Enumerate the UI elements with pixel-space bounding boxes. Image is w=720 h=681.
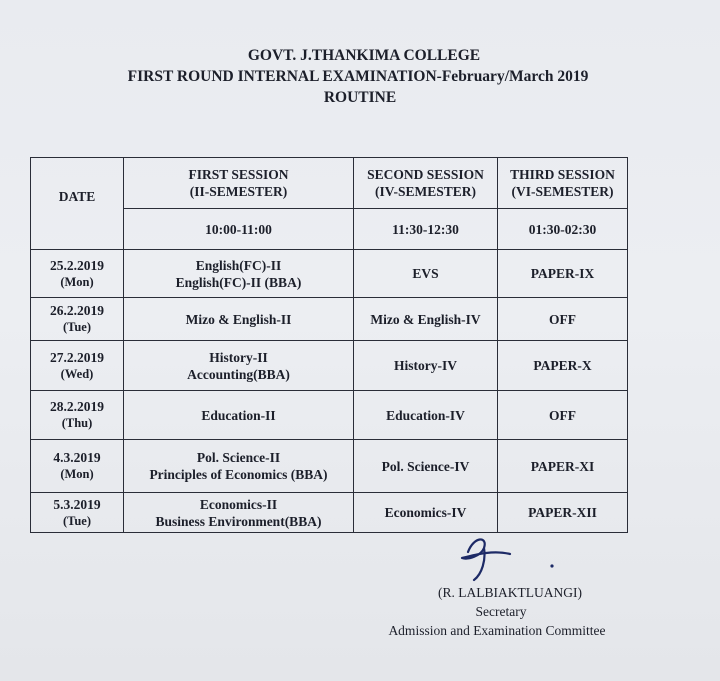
date: 5.3.2019 (53, 496, 101, 512)
first-session-header (124, 158, 354, 209)
day: (Tue) (62, 320, 91, 334)
first-session-time: 10:00-11:00 (124, 209, 354, 250)
first-session-cell (124, 250, 354, 298)
date-cell (31, 298, 124, 341)
second-session-time: 11:30-12:30 (354, 209, 498, 250)
date-cell (31, 341, 124, 391)
first-session-semester: (II-SEMESTER) (189, 184, 288, 200)
date-header: DATE (31, 158, 124, 250)
table-header-row (31, 158, 628, 209)
day: (Mon) (60, 467, 94, 481)
first-session-cell (124, 341, 354, 391)
second-session-cell: Education-IV (354, 391, 498, 440)
routine-title: ROUTINE (323, 89, 397, 106)
day: (Wed) (60, 366, 94, 381)
table-row (31, 250, 628, 298)
second-session-cell: History-IV (354, 341, 498, 391)
subject: Mizo & English-II (185, 311, 292, 327)
routine-table (30, 157, 628, 533)
subject: History-II (209, 349, 268, 365)
third-session-cell: PAPER-XII (498, 493, 628, 533)
third-session-cell: OFF (498, 391, 628, 440)
date-cell (31, 250, 124, 298)
subject: English(FC)-II (BBA) (175, 274, 302, 290)
subject: Principles of Economics (BBA) (149, 467, 328, 482)
second-session-cell: Economics-IV (354, 493, 498, 533)
college-name: GOVT. J.THANKIMA COLLEGE (247, 47, 481, 64)
third-session-cell: PAPER-IX (498, 250, 628, 298)
table-row (31, 391, 628, 440)
date-cell (31, 440, 124, 493)
exam-title: FIRST ROUND INTERNAL EXAMINATION-February/March 2019 (127, 68, 589, 85)
second-session-semester: (IV-SEMESTER) (374, 184, 476, 200)
day: (Thu) (61, 416, 93, 430)
third-session-cell: OFF (498, 298, 628, 341)
second-session-cell: Mizo & English-IV (354, 298, 498, 341)
second-session-header (354, 158, 498, 209)
second-session-cell: Pol. Science-IV (354, 440, 498, 493)
signatory-name: (R. LALBIAKTLUANGI) (438, 585, 582, 600)
table-row (31, 440, 628, 493)
date: 27.2.2019 (50, 349, 104, 365)
third-session-cell: PAPER-X (498, 341, 628, 391)
day: (Tue) (62, 513, 91, 528)
date: 25.2.2019 (50, 257, 104, 273)
first-session-cell (124, 493, 354, 533)
table-row (31, 298, 628, 341)
first-session-name: FIRST SESSION (188, 167, 289, 183)
third-session-name: THIRD SESSION (510, 167, 615, 183)
first-session-cell (124, 298, 354, 341)
handwritten-signature (448, 530, 558, 582)
first-session-cell (124, 440, 354, 493)
date: 28.2.2019 (50, 399, 104, 414)
date: 26.2.2019 (50, 303, 104, 318)
first-session-cell (124, 391, 354, 440)
subject: Education-II (201, 407, 276, 423)
date-cell (31, 391, 124, 440)
second-session-cell: EVS (354, 250, 498, 298)
third-session-cell: PAPER-XI (498, 440, 628, 493)
date-cell (31, 493, 124, 533)
subject: Business Environment(BBA) (155, 513, 322, 529)
date: 4.3.2019 (53, 450, 101, 465)
signatory-title: Secretary (475, 604, 527, 619)
table-row (31, 341, 628, 391)
table-row (31, 493, 628, 533)
subject: Pol. Science-II (196, 450, 281, 465)
subject: Accounting(BBA) (187, 366, 290, 382)
third-session-time: 01:30-02:30 (498, 209, 628, 250)
third-session-semester: (VI-SEMESTER) (511, 184, 614, 200)
subject: Economics-II (199, 496, 278, 512)
subject: English(FC)-II (195, 257, 282, 273)
third-session-header (498, 158, 628, 209)
signatory-committee: Admission and Examination Committee (388, 623, 606, 638)
day: (Mon) (60, 274, 94, 289)
second-session-name: SECOND SESSION (367, 167, 484, 183)
